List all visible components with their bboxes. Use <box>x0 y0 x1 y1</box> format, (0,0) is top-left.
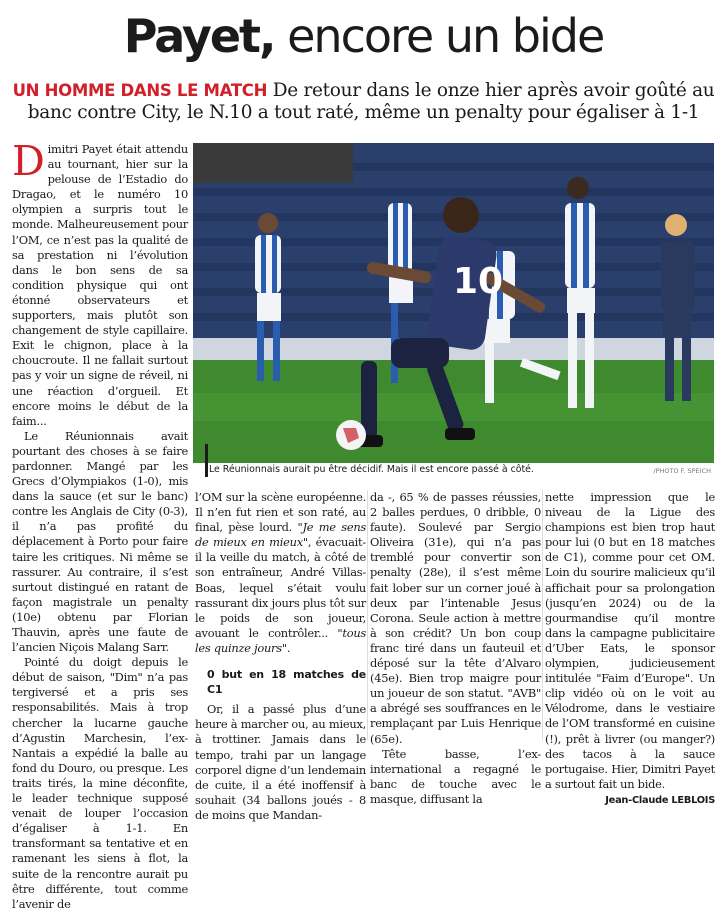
kicker: UN HOMME DANS LE MATCH <box>12 81 268 100</box>
headline-rest: encore un bide <box>274 9 604 63</box>
paragraph: Tête basse, l’ex-international a regagné le banc de touche avec le masque, diffusant la <box>370 746 541 806</box>
paragraph: nette impression que le niveau de la Ligue des champions est bien trop haut pour lui (0 but en 18 matches de C1), comme pour cet OM. Loin du sourire malicieux qu’il affichait pour sa prolongation (jusqu’en 2024) ou de la gourmandise qu’il montre dans la campagne publicitaire d’Uber Eats, le sponsor olympien, judicieusement intitulée "Faim d’Europe". Un clip vidéo où on le voit au Vélodrome, dans le vestiaire de l’OM transformé en cuisine (!), prêt à livrer (ou manger?) des tacos à la sauce portugaise. Hier, Dimitri Payet a surtout fait un bide. <box>545 490 715 791</box>
caption-text: Le Réunionnais aurait pu être décidif. Mais il est encore passé à côté. <box>209 464 534 475</box>
caption-bar <box>205 444 208 477</box>
article-column-1 <box>12 137 188 912</box>
paragraph: l’OM sur la scène européenne. Il n’en fut rien et son raté, au final, pèse lourd. <box>195 490 366 535</box>
paragraph: , évacuait-il la veille du match, à côté de son entraîneur, André Villas-Boas, lequel s’était voulu rassurant dix jours plus tôt sur le poids de son joueur, avouant le contrôler... <box>195 535 366 640</box>
shirt-number: 10 <box>453 261 504 302</box>
paragraph: Or, il a passé plus d’une heure à marcher ou, au mieux, à trottiner. Jamais dans le tempo, trahi par un langage corporel digne d’un lendemain de cuite, il a été inoffensif à souhait (34 ballons joués - 8 de moins que Mandan- <box>195 702 366 822</box>
paragraph: Le Réunionnais avait pourtant des choses à se faire pardonner. Mangé par les Grecs d’Olympiakos (1-0), mis dans la sauce (et sur le banc) contre les Anglais de City (0-3), il n’a pas profité du déplacement à Porto pour faire taire les critiques. Ni même se rassurer. Au contraire, il s’est surtout distingué en ratant de façon magistrale un penalty (10e) obtenu par Florian Thauvin, après une faute de l’ancien Niçois Malang Sarr. <box>12 428 188 655</box>
drop-cap: D <box>12 137 45 185</box>
paragraph: Pointé du doigt depuis le début de saison, "Dim" n’a pas tergiversé et a pris ses responsabilités. Mais à trop chercher la lucarne gauche d’Agustin Marchesin, l’ex-Nantais a expédié la balle au fond du Douro, ou presque. Les traits tirés, la mine déconfite, le leader technique supposé venait de louper l’occasion d’égaliser à 1-1. En transformant sa tentative et en ramenant les siens à flot, la suite de la rencontre aurait pu être différente, tout comme l’avenir de <box>12 655 188 911</box>
paragraph: da -, 65 % de passes réussies, 2 balles perdues, 0 dribble, 0 faute). Soulevé par Sergio Oliveira (31e), qui n’a pas tremblé pour convertir son penalty (28e), il s’est même fait lober sur un corner joué à deux par l’intenable Jesus Corona. Seule action à mettre à son crédit? Un bon coup franc tiré dans un fauteuil et déposé sur la tête d’Alvaro (45e). Bien trop maigre pour un joueur de son statut. "AVB" a abrégé ses souffrances en le remplaçant par Luis Henrique (65e). <box>370 490 541 746</box>
quote: "tous les quinze jours" <box>195 625 366 655</box>
paragraph: . <box>286 640 291 655</box>
photo-credit: /PHOTO F. SPEICH <box>653 467 711 475</box>
headline-name: Payet, <box>123 9 275 63</box>
column-divider <box>367 490 368 740</box>
deck-text: De retour dans le onze hier après avoir goûté au banc contre City, le N.10 a tout raté, même un penalty pour égaliser à 1-1 <box>27 80 715 123</box>
paragraph: imitri Payet était attendu au tournant, hier sur la pelouse de l’Estadio do Dragao, et le numéro 10 olympien a surpris tout le monde. Malheureusement pour l’OM, ce n’est pas la qualité de sa prestation ni l’évolution dans le bon sens de sa condition physique qui ont étonné observateurs et supporters, mais plutôt son changement de style capillaire. Exit le chignon, place à la choucroute. Il ne fallait surtout pas y voir un signe de réveil, ni une réaction d’orgueil. Et encore moins le début de la faim... <box>12 142 188 428</box>
author-signature: Jean-Claude LEBLOIS <box>605 794 715 806</box>
quote: "Je me sens de mieux en mieux" <box>195 520 366 550</box>
article-column-2 <box>195 490 366 823</box>
match-photo <box>193 143 714 463</box>
penalty-kick-illustration <box>193 143 714 463</box>
column-divider <box>542 490 543 740</box>
subheading: 0 but en 18 matches de C1 <box>207 668 366 697</box>
article-column-3 <box>370 490 541 807</box>
headline <box>0 6 727 66</box>
photo-caption <box>209 464 719 480</box>
article-column-4 <box>545 490 715 808</box>
deck <box>10 80 717 124</box>
